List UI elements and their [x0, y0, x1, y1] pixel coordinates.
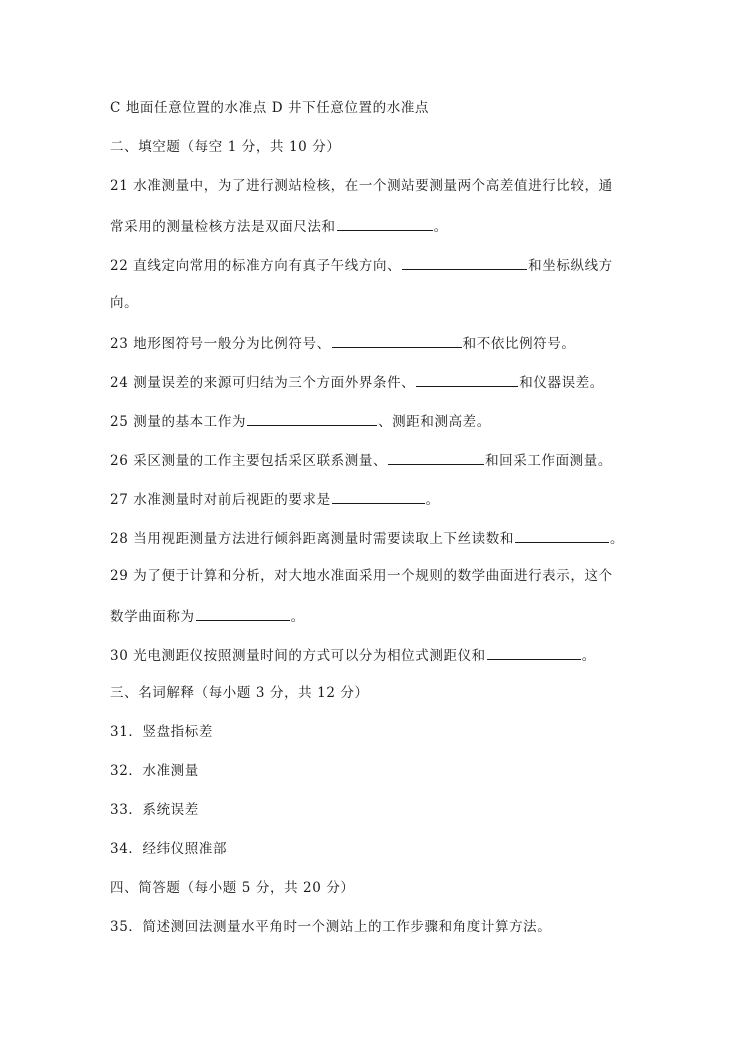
question-22-text-3: 向。 — [110, 295, 139, 311]
question-22-text-2: 和坐标纵线方 — [528, 258, 613, 274]
answer-blank-29[interactable] — [196, 606, 290, 621]
question-27-line — [110, 489, 440, 509]
question-29-line-1 — [110, 567, 613, 585]
section-heading-short-answer — [110, 879, 355, 897]
question-24-line — [110, 372, 604, 392]
question-22-line-2 — [110, 294, 138, 312]
question-33-text: 33．系统误差 — [110, 802, 199, 818]
question-25-line — [110, 411, 491, 431]
question-33-line — [110, 801, 199, 819]
section-heading-definitions-text: 三、名词解释（每小题 3 分，共 12 分） — [110, 685, 369, 701]
question-26-text-2: 和回采工作面测量。 — [485, 453, 612, 469]
answer-blank-25[interactable] — [247, 411, 377, 426]
question-34-line — [110, 840, 227, 858]
question-24-text-2: 和仪器误差。 — [519, 375, 604, 391]
section-heading-short-answer-text: 四、简答题（每小题 5 分，共 20 分） — [110, 880, 355, 896]
question-21-text-3: 。 — [433, 219, 448, 235]
section-heading-fill-in — [110, 138, 340, 156]
choice-options-text: C 地面任意位置的水准点 D 井下任意位置的水准点 — [110, 100, 430, 116]
question-23-line — [110, 333, 575, 353]
question-28-line — [110, 528, 624, 548]
question-29-text-2: 数学曲面称为 — [110, 609, 195, 625]
question-30-text-2: 。 — [581, 648, 596, 664]
section-heading-definitions — [110, 684, 369, 702]
question-21-text-1: 21 水准测量中，为了进行测站检核，在一个测站要测量两个高差值进行比较，通 — [110, 178, 613, 194]
question-29-text-3: 。 — [290, 609, 305, 625]
question-35-text: 35．简述测回法测量水平角时一个测站上的工作步骤和角度计算方法。 — [110, 919, 552, 935]
question-23-text-2: 和不依比例符号。 — [462, 336, 576, 352]
question-24-text-1: 24 测量误差的来源可归结为三个方面外界条件、 — [110, 375, 416, 391]
question-27-text-2: 。 — [425, 492, 440, 508]
question-26-line — [110, 450, 612, 470]
choice-options-line — [110, 99, 429, 117]
section-heading-fill-in-text: 二、填空题（每空 1 分，共 10 分） — [110, 139, 341, 155]
question-28-text-2: 。 — [609, 531, 625, 547]
question-32-line — [110, 762, 199, 780]
question-32-text: 32．水准测量 — [110, 763, 199, 779]
answer-blank-30[interactable] — [487, 645, 581, 660]
answer-blank-24[interactable] — [416, 372, 518, 387]
question-21-line-2 — [110, 216, 448, 236]
question-28-text-1: 28 当用视距测量方法进行倾斜距离测量时需要读取上下丝读数和 — [110, 531, 514, 547]
answer-blank-28[interactable] — [515, 528, 609, 543]
question-30-text-1: 30 光电测距仪按照测量时间的方式可以分为相位式测距仪和 — [110, 648, 486, 664]
question-21-line-1 — [110, 177, 613, 195]
question-35-line — [110, 918, 551, 936]
question-31-text: 31．竖盘指标差 — [110, 724, 213, 740]
question-27-text-1: 27 水准测量时对前后视距的要求是 — [110, 492, 331, 508]
question-25-text-2: 、测距和测高差。 — [378, 414, 491, 430]
answer-blank-26[interactable] — [388, 450, 484, 465]
question-34-text: 34．经纬仪照准部 — [110, 841, 228, 857]
question-30-line — [110, 645, 596, 665]
question-21-text-2: 常采用的测量检核方法是双面尺法和 — [110, 219, 336, 235]
question-29-line-2 — [110, 606, 305, 626]
question-26-text-1: 26 采区测量的工作主要包括采区联系测量、 — [110, 453, 388, 469]
question-25-text-1: 25 测量的基本工作为 — [110, 414, 247, 430]
answer-blank-22[interactable] — [402, 255, 527, 270]
answer-blank-27[interactable] — [332, 489, 425, 504]
answer-blank-23[interactable] — [332, 333, 462, 348]
question-31-line — [110, 723, 213, 741]
question-22-text-1: 22 直线定向常用的标准方向有真子午线方向、 — [110, 258, 402, 274]
question-22-line-1 — [110, 255, 613, 275]
question-29-text-1: 29 为了便于计算和分析，对大地水准面采用一个规则的数学曲面进行表示，这个 — [110, 568, 613, 584]
question-23-text-1: 23 地形图符号一般分为比例符号、 — [110, 336, 331, 352]
answer-blank-21[interactable] — [337, 216, 433, 231]
